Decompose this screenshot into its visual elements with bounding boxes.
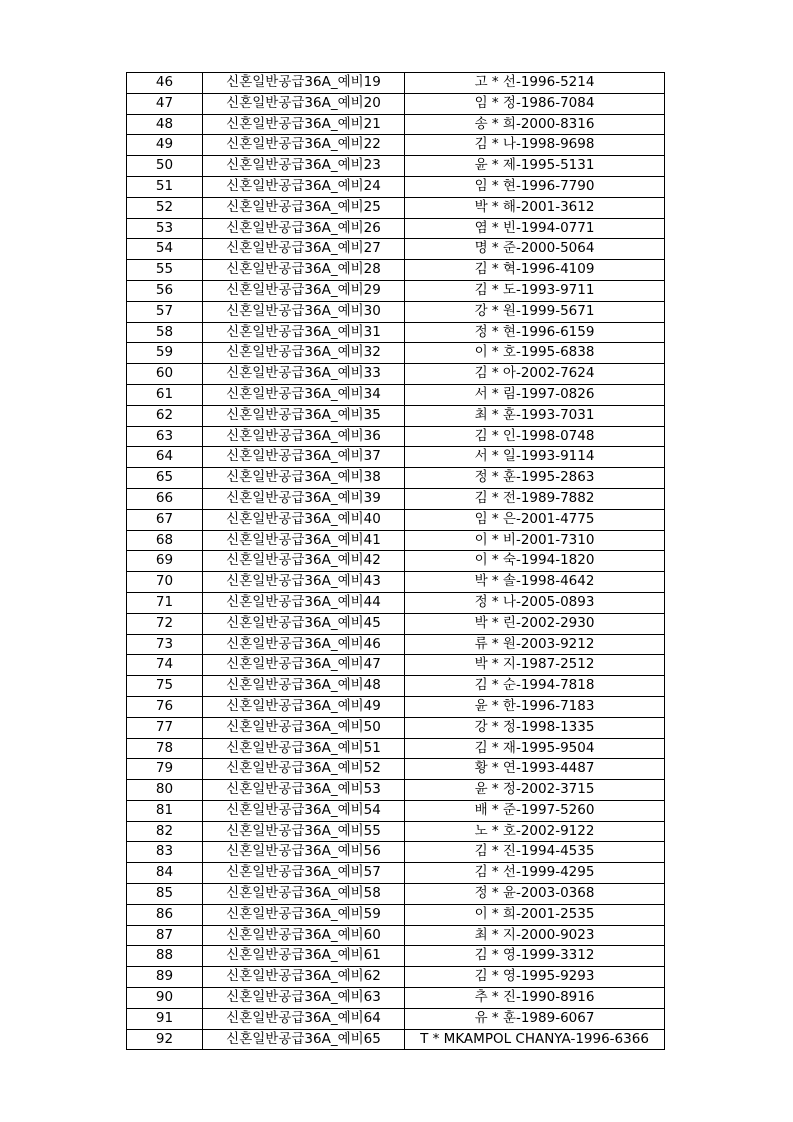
supply-type-cell: 신혼일반공급36A_예비43 — [203, 572, 405, 593]
applicant-cell: 정 * 나-2005-0893 — [405, 592, 665, 613]
row-number-cell: 90 — [127, 988, 203, 1009]
supply-type-cell: 신혼일반공급36A_예비38 — [203, 468, 405, 489]
row-number-cell: 77 — [127, 717, 203, 738]
table-row — [127, 800, 665, 821]
applicant-cell: 강 * 원-1999-5671 — [405, 301, 665, 322]
applicant-cell: 정 * 현-1996-6159 — [405, 322, 665, 343]
row-number-cell: 74 — [127, 655, 203, 676]
table-row — [127, 426, 665, 447]
row-number-cell: 60 — [127, 364, 203, 385]
applicant-cell: 김 * 전-1989-7882 — [405, 488, 665, 509]
applicant-cell: 김 * 인-1998-0748 — [405, 426, 665, 447]
row-number-cell: 72 — [127, 613, 203, 634]
table-row — [127, 988, 665, 1009]
supply-type-cell: 신혼일반공급36A_예비48 — [203, 676, 405, 697]
row-number-cell: 51 — [127, 176, 203, 197]
applicant-cell: 추 * 진-1990-8916 — [405, 988, 665, 1009]
applicant-cell: 박 * 린-2002-2930 — [405, 613, 665, 634]
row-number-cell: 89 — [127, 967, 203, 988]
table-row — [127, 384, 665, 405]
supply-type-cell: 신혼일반공급36A_예비27 — [203, 239, 405, 260]
row-number-cell: 80 — [127, 780, 203, 801]
applicant-cell: 고 * 선-1996-5214 — [405, 73, 665, 94]
applicant-cell: 박 * 지-1987-2512 — [405, 655, 665, 676]
applicant-cell: 이 * 비-2001-7310 — [405, 530, 665, 551]
applicant-cell: 이 * 숙-1994-1820 — [405, 551, 665, 572]
table-row — [127, 738, 665, 759]
supply-type-cell: 신혼일반공급36A_예비56 — [203, 842, 405, 863]
supply-type-cell: 신혼일반공급36A_예비46 — [203, 634, 405, 655]
table-row — [127, 280, 665, 301]
supply-type-cell: 신혼일반공급36A_예비25 — [203, 197, 405, 218]
applicant-cell: 김 * 영-1999-3312 — [405, 946, 665, 967]
table-row — [127, 468, 665, 489]
row-number-cell: 56 — [127, 280, 203, 301]
applicant-cell: 김 * 재-1995-9504 — [405, 738, 665, 759]
row-number-cell: 78 — [127, 738, 203, 759]
row-number-cell: 58 — [127, 322, 203, 343]
row-number-cell: 52 — [127, 197, 203, 218]
applicant-cell: 윤 * 제-1995-5131 — [405, 156, 665, 177]
supply-type-cell: 신혼일반공급36A_예비24 — [203, 176, 405, 197]
table-row — [127, 530, 665, 551]
row-number-cell: 73 — [127, 634, 203, 655]
applicant-cell: 이 * 희-2001-2535 — [405, 904, 665, 925]
table-row — [127, 197, 665, 218]
table-row — [127, 301, 665, 322]
applicant-cell: 윤 * 한-1996-7183 — [405, 696, 665, 717]
supply-type-cell: 신혼일반공급36A_예비47 — [203, 655, 405, 676]
row-number-cell: 57 — [127, 301, 203, 322]
applicant-cell: 유 * 훈-1989-6067 — [405, 1008, 665, 1029]
row-number-cell: 55 — [127, 260, 203, 281]
supply-type-cell: 신혼일반공급36A_예비60 — [203, 925, 405, 946]
supply-type-cell: 신혼일반공급36A_예비36 — [203, 426, 405, 447]
applicant-cell: 임 * 현-1996-7790 — [405, 176, 665, 197]
applicant-cell: 서 * 일-1993-9114 — [405, 447, 665, 468]
supply-type-cell: 신혼일반공급36A_예비28 — [203, 260, 405, 281]
row-number-cell: 59 — [127, 343, 203, 364]
applicant-cell: 이 * 호-1995-6838 — [405, 343, 665, 364]
supply-type-cell: 신혼일반공급36A_예비22 — [203, 135, 405, 156]
row-number-cell: 86 — [127, 904, 203, 925]
applicant-cell: 류 * 원-2003-9212 — [405, 634, 665, 655]
applicant-cell: 김 * 진-1994-4535 — [405, 842, 665, 863]
supply-type-cell: 신혼일반공급36A_예비30 — [203, 301, 405, 322]
supply-type-cell: 신혼일반공급36A_예비45 — [203, 613, 405, 634]
row-number-cell: 67 — [127, 509, 203, 530]
row-number-cell: 92 — [127, 1029, 203, 1050]
applicant-cell: 정 * 윤-2003-0368 — [405, 884, 665, 905]
supply-type-cell: 신혼일반공급36A_예비54 — [203, 800, 405, 821]
applicant-cell: 김 * 나-1998-9698 — [405, 135, 665, 156]
applicant-cell: 김 * 아-2002-7624 — [405, 364, 665, 385]
row-number-cell: 69 — [127, 551, 203, 572]
table-row — [127, 260, 665, 281]
table-row — [127, 509, 665, 530]
supply-type-cell: 신혼일반공급36A_예비42 — [203, 551, 405, 572]
row-number-cell: 54 — [127, 239, 203, 260]
table-row — [127, 634, 665, 655]
table-row — [127, 218, 665, 239]
supply-type-cell: 신혼일반공급36A_예비44 — [203, 592, 405, 613]
applicant-cell: 황 * 연-1993-4487 — [405, 759, 665, 780]
table-row — [127, 572, 665, 593]
table-row — [127, 863, 665, 884]
table-row — [127, 135, 665, 156]
applicant-cell: 김 * 도-1993-9711 — [405, 280, 665, 301]
table-row — [127, 884, 665, 905]
supply-type-cell: 신혼일반공급36A_예비34 — [203, 384, 405, 405]
table-row — [127, 655, 665, 676]
table-row — [127, 93, 665, 114]
table-row — [127, 717, 665, 738]
supply-type-cell: 신혼일반공급36A_예비49 — [203, 696, 405, 717]
table-row — [127, 551, 665, 572]
applicant-cell: 박 * 솔-1998-4642 — [405, 572, 665, 593]
row-number-cell: 68 — [127, 530, 203, 551]
supply-type-cell: 신혼일반공급36A_예비31 — [203, 322, 405, 343]
supply-type-cell: 신혼일반공급36A_예비65 — [203, 1029, 405, 1050]
row-number-cell: 75 — [127, 676, 203, 697]
table-row — [127, 676, 665, 697]
applicant-cell: 염 * 빈-1994-0771 — [405, 218, 665, 239]
applicant-cell: 임 * 은-2001-4775 — [405, 509, 665, 530]
table-row — [127, 1029, 665, 1050]
table-row — [127, 447, 665, 468]
applicant-cell: 김 * 선-1999-4295 — [405, 863, 665, 884]
applicant-cell: 최 * 훈-1993-7031 — [405, 405, 665, 426]
row-number-cell: 81 — [127, 800, 203, 821]
supply-type-cell: 신혼일반공급36A_예비41 — [203, 530, 405, 551]
supply-type-cell: 신혼일반공급36A_예비21 — [203, 114, 405, 135]
table-row — [127, 322, 665, 343]
table-row — [127, 696, 665, 717]
table-row — [127, 239, 665, 260]
table-row — [127, 1008, 665, 1029]
supply-type-cell: 신혼일반공급36A_예비57 — [203, 863, 405, 884]
supply-type-cell: 신혼일반공급36A_예비29 — [203, 280, 405, 301]
supply-type-cell: 신혼일반공급36A_예비50 — [203, 717, 405, 738]
applicant-cell: T * MKAMPOL CHANYA-1996-6366 — [405, 1029, 665, 1050]
row-number-cell: 79 — [127, 759, 203, 780]
table-row — [127, 613, 665, 634]
supply-type-cell: 신혼일반공급36A_예비58 — [203, 884, 405, 905]
table-row — [127, 343, 665, 364]
supply-type-cell: 신혼일반공급36A_예비32 — [203, 343, 405, 364]
row-number-cell: 82 — [127, 821, 203, 842]
reserve-list-table — [126, 72, 665, 1050]
table-row — [127, 780, 665, 801]
row-number-cell: 49 — [127, 135, 203, 156]
supply-type-cell: 신혼일반공급36A_예비61 — [203, 946, 405, 967]
applicant-cell: 김 * 순-1994-7818 — [405, 676, 665, 697]
row-number-cell: 70 — [127, 572, 203, 593]
supply-type-cell: 신혼일반공급36A_예비40 — [203, 509, 405, 530]
applicant-cell: 김 * 혁-1996-4109 — [405, 260, 665, 281]
table-row — [127, 925, 665, 946]
supply-type-cell: 신혼일반공급36A_예비33 — [203, 364, 405, 385]
table-row — [127, 73, 665, 94]
supply-type-cell: 신혼일반공급36A_예비52 — [203, 759, 405, 780]
row-number-cell: 53 — [127, 218, 203, 239]
table-row — [127, 176, 665, 197]
row-number-cell: 87 — [127, 925, 203, 946]
table-row — [127, 946, 665, 967]
table-row — [127, 842, 665, 863]
table-row — [127, 364, 665, 385]
applicant-cell: 임 * 정-1986-7084 — [405, 93, 665, 114]
table-row — [127, 821, 665, 842]
supply-type-cell: 신혼일반공급36A_예비35 — [203, 405, 405, 426]
applicant-cell: 명 * 준-2000-5064 — [405, 239, 665, 260]
supply-type-cell: 신혼일반공급36A_예비26 — [203, 218, 405, 239]
supply-type-cell: 신혼일반공급36A_예비20 — [203, 93, 405, 114]
row-number-cell: 88 — [127, 946, 203, 967]
supply-type-cell: 신혼일반공급36A_예비62 — [203, 967, 405, 988]
supply-type-cell: 신혼일반공급36A_예비59 — [203, 904, 405, 925]
table-row — [127, 405, 665, 426]
row-number-cell: 91 — [127, 1008, 203, 1029]
applicant-cell: 윤 * 정-2002-3715 — [405, 780, 665, 801]
supply-type-cell: 신혼일반공급36A_예비55 — [203, 821, 405, 842]
applicant-cell: 강 * 정-1998-1335 — [405, 717, 665, 738]
row-number-cell: 62 — [127, 405, 203, 426]
table-row — [127, 904, 665, 925]
applicant-cell: 박 * 해-2001-3612 — [405, 197, 665, 218]
table-row — [127, 114, 665, 135]
row-number-cell: 71 — [127, 592, 203, 613]
row-number-cell: 65 — [127, 468, 203, 489]
applicant-cell: 송 * 희-2000-8316 — [405, 114, 665, 135]
applicant-cell: 서 * 림-1997-0826 — [405, 384, 665, 405]
table-row — [127, 488, 665, 509]
row-number-cell: 76 — [127, 696, 203, 717]
supply-type-cell: 신혼일반공급36A_예비19 — [203, 73, 405, 94]
row-number-cell: 83 — [127, 842, 203, 863]
supply-type-cell: 신혼일반공급36A_예비64 — [203, 1008, 405, 1029]
applicant-cell: 노 * 호-2002-9122 — [405, 821, 665, 842]
supply-type-cell: 신혼일반공급36A_예비37 — [203, 447, 405, 468]
row-number-cell: 46 — [127, 73, 203, 94]
row-number-cell: 50 — [127, 156, 203, 177]
row-number-cell: 85 — [127, 884, 203, 905]
applicant-cell: 최 * 지-2000-9023 — [405, 925, 665, 946]
row-number-cell: 64 — [127, 447, 203, 468]
supply-type-cell: 신혼일반공급36A_예비51 — [203, 738, 405, 759]
supply-type-cell: 신혼일반공급36A_예비23 — [203, 156, 405, 177]
supply-type-cell: 신혼일반공급36A_예비53 — [203, 780, 405, 801]
row-number-cell: 84 — [127, 863, 203, 884]
table-row — [127, 156, 665, 177]
table-body — [127, 73, 665, 1050]
applicant-cell: 정 * 훈-1995-2863 — [405, 468, 665, 489]
row-number-cell: 47 — [127, 93, 203, 114]
table-row — [127, 759, 665, 780]
applicant-cell: 배 * 준-1997-5260 — [405, 800, 665, 821]
table-row — [127, 592, 665, 613]
applicant-cell: 김 * 영-1995-9293 — [405, 967, 665, 988]
supply-type-cell: 신혼일반공급36A_예비63 — [203, 988, 405, 1009]
supply-type-cell: 신혼일반공급36A_예비39 — [203, 488, 405, 509]
row-number-cell: 63 — [127, 426, 203, 447]
row-number-cell: 48 — [127, 114, 203, 135]
row-number-cell: 61 — [127, 384, 203, 405]
table-row — [127, 967, 665, 988]
row-number-cell: 66 — [127, 488, 203, 509]
